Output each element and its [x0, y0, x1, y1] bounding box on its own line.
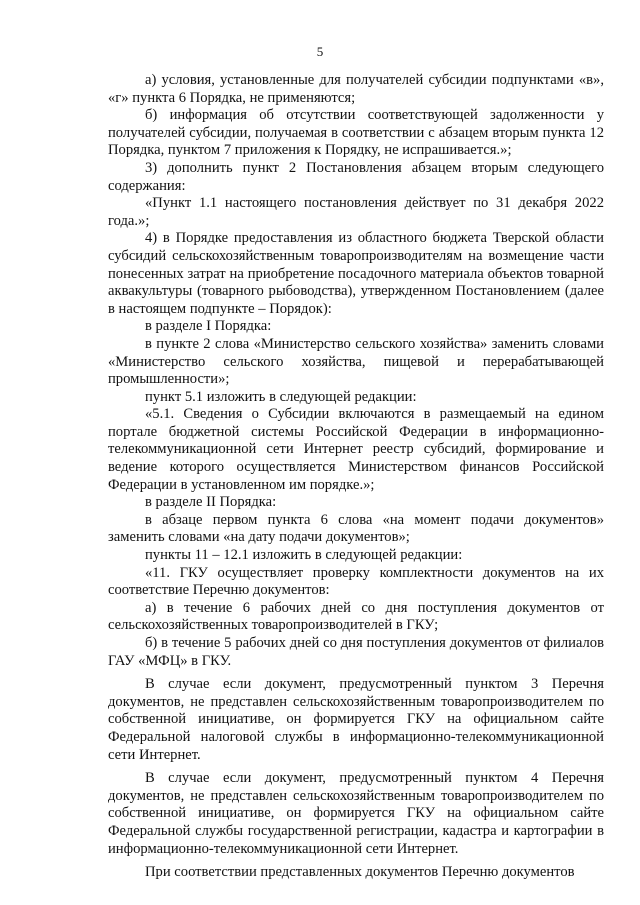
paragraph-5: 4) в Порядке предоставления из областного бюджета Тверской области субсидий сельскохозяйственным товаропроизводителям на возмещение части понесенных затрат на приобретение посадочного материала объектов товарной аквакультуры (товарного рыбоводства), утвержденном Постановлением (далее в настоящем подпункте – Порядок): — [108, 230, 604, 317]
paragraph-16: В случае если документ, предусмотренный пунктом 3 Перечня документов, не представлен сельскохозяйственным товаропроизводителем по собственной инициативе, он формируется ГКУ на официальном сайте Федеральной налоговой службы в информационно-телекоммуникационной сети Интернет. — [108, 676, 604, 763]
paragraph-10: в разделе II Порядка: — [145, 494, 277, 511]
document-body — [108, 72, 604, 882]
paragraph-14: а) в течение 6 рабочих дней со дня поступления документов от сельскохозяйственных товаропроизводителей в ГКУ; — [108, 599, 604, 634]
paragraph-1: а) условия, установленные для получателей субсидии подпунктами «в», «г» пункта 6 Порядка, не применяются; — [108, 72, 604, 106]
page-number: 5 — [316, 44, 324, 59]
paragraph-15: б) в течение 5 рабочих дней со дня поступления документов от филиалов ГАУ «МФЦ» в ГКУ. — [108, 635, 604, 669]
paragraph-3: 3) дополнить пункт 2 Постановления абзацем вторым следующего содержания: — [108, 159, 604, 194]
paragraph-18: При соответствии представленных документов Перечню документов — [145, 864, 575, 881]
paragraph-17: В случае если документ, предусмотренный пунктом 4 Перечня документов, не представлен сельскохозяйственным товаропроизводителем по собственной инициативе, он формируется ГКУ на официальном сайте Федеральной службы государственной регистрации, кадастра и картографии в информационно-телекоммуникационной сети Интернет. — [108, 770, 604, 857]
paragraph-4: «Пункт 1.1 настоящего постановления действует по 31 декабря 2022 года.»; — [108, 195, 604, 229]
paragraph-13: «11. ГКУ осуществляет проверку комплектности документов на их соответствие Перечню документов: — [108, 564, 604, 599]
paragraph-12: пункты 11 – 12.1 изложить в следующей редакции: — [145, 547, 463, 564]
paragraph-11: в абзаце первом пункта 6 слова «на момент подачи документов» заменить словами «на дату подачи документов»; — [108, 511, 604, 546]
paragraph-8: пункт 5.1 изложить в следующей редакции: — [145, 388, 417, 405]
paragraph-6: в разделе I Порядка: — [145, 318, 272, 335]
paragraph-7: в пункте 2 слова «Министерство сельского хозяйства» заменить словами «Министерство сельского хозяйства, пищевой и перерабатывающей промышленности»; — [108, 335, 604, 388]
paragraph-9: «5.1. Сведения о Субсидии включаются в размещаемый на едином портале бюджетной системы Российской Федерации в информационно-телекоммуникационной сети Интернет реестр субсидий, формирование и ведение которого осуществляется Министерством финансов Российской Федерации в установленном им порядке.»; — [108, 406, 604, 493]
paragraph-2: б) информация об отсутствии соответствующей задолженности у получателей субсидии, получаемая в соответствии с абзацем вторым пункта 12 Порядка, пунктом 7 приложения к Порядку, не испрашивается.»; — [108, 107, 604, 159]
